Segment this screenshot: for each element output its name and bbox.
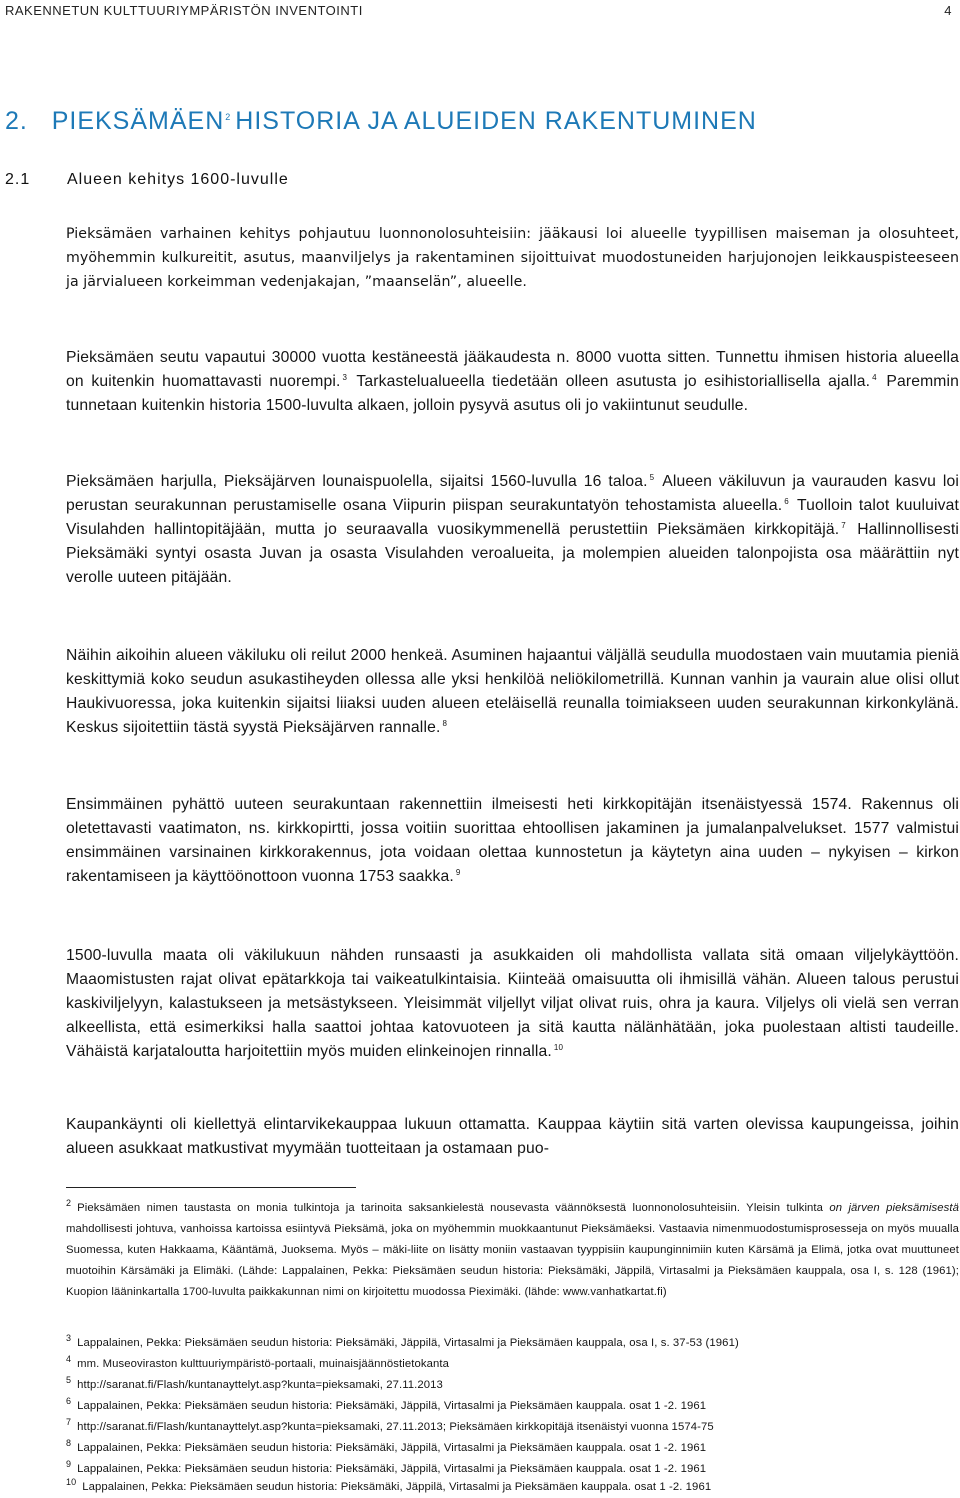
page-number: 4 (944, 3, 952, 18)
footnote-ref[interactable]: 3 (342, 372, 348, 382)
paragraph-text: Pieksämäen harjulla, Pieksäjärven lounaispuolella, sijaitsi 1560-luvulla 16 taloa. (66, 473, 648, 490)
footnote-link[interactable]: http://saranat.fi/Flash/kuntanayttelyt.asp?kunta=pieksamaki, 27.11.2013 (77, 1379, 443, 1391)
footnote-ref[interactable]: 9 (455, 867, 461, 877)
footnote-ref[interactable]: 6 (784, 496, 789, 506)
paragraph-text: Pieksämäen seutu vapautui 30000 vuotta kestäneestä jääkaudesta n. 8000 vuotta sitten. Tunnettu ihmisen historia alueella on kuitenkin huomattavasti nuorempi. (66, 349, 959, 390)
footnote-text: Lappalainen, Pekka: Pieksämäen seudun historia: Pieksämäki, Jäppilä, Virtasalmi ja Pieksämäen kauppala. osat 1 -2. 1961 (77, 1463, 707, 1475)
footnote-ref[interactable]: 10 (553, 1042, 564, 1052)
footnote-number: 2 (66, 1198, 72, 1209)
footnote-italic-text: on järven pieksämisestä (829, 1202, 959, 1214)
section-number: 2.1 (5, 171, 31, 188)
footnote-7 (66, 1417, 959, 1438)
section-heading (5, 171, 289, 189)
footnote-8 (66, 1438, 959, 1459)
chapter-title-rest: HISTORIA JA ALUEIDEN RAKENTUMINEN (235, 107, 757, 135)
footnote-number: 5 (66, 1375, 72, 1386)
paragraph-text: Paremmin tunnetaan kuitenkin historia 1500-luvulta alkaen, jolloin pysyvä asutus oli jo vakiintunut seudulle. (66, 373, 960, 414)
footnote-2 (66, 1198, 959, 1303)
footnote-number: 10 (66, 1477, 77, 1488)
footnote-number: 6 (66, 1396, 72, 1407)
paragraph (66, 944, 959, 1064)
footnote-number: 4 (66, 1354, 72, 1365)
running-title: RAKENNETUN KULTTUURIYMPÄRISTÖN INVENTOINTI (5, 3, 363, 18)
paragraph (66, 470, 959, 590)
footnote-text: Lappalainen, Pekka: Pieksämäen seudun historia: Pieksämäki, Jäppilä, Virtasalmi ja Pieksämäen kauppala, osa I, s. 37-53 (1961) (77, 1337, 739, 1349)
footnote-text: Lappalainen, Pekka: Pieksämäen seudun historia: Pieksämäki, Jäppilä, Virtasalmi ja Pieksämäen kauppala. osat 1 -2. 1961 (77, 1442, 707, 1454)
footnote-text: mahdollisesti johtuva, vanhoissa kartoissa esiintyvä Pieksämä, joka on myöhemmin muokkaantunut Pieksämäeksi. Vastaavia nimenmuodostumisprosesseja on myös muualla Suomessa, kuten Hakkaama, Kääntämä, Juoksema. Myös – mäki-liite on lisätty moniin vastaavan tyyppisiin kaupunginnimiin kuten Kärsämä ja Elimä, jotka ovat muuttuneet muotoihin Kärsämäki ja Elimäki. (Lähde: Lappalainen, Pekka: Pieksämäen seudun historia: Pieksämäki, Jäppilä, Virtasalmi ja Pieksämäen kauppala, osa I, s. 128 (1961); Kuopion lääninkartalla 1700-luvulta paikkakunnan nimi on kirjoitettu muodossa Pieximäki. (lähde: www.vanhatkartat.fi) (66, 1223, 959, 1298)
running-header (5, 3, 952, 25)
footnote-number: 8 (66, 1438, 72, 1449)
footnote-number: 9 (66, 1459, 72, 1470)
footnote-link[interactable]: http://saranat.fi/Flash/kuntanayttelyt.asp?kunta=pieksamaki, 27.11.2013; Pieksämäen kirkkopitäjä itsenäistyi vuonna 1574-75 (77, 1421, 714, 1433)
paragraph-text: Alueen väkiluvun ja vaurauden kasvu loi perustan seurakunnan perustamiselle osana Viipurin piispan seurakuntatyön tehostamista alueella. (66, 473, 959, 514)
footnote-number: 7 (66, 1417, 72, 1428)
paragraph-text: Näihin aikoihin alueen väkiluku oli reilut 2000 henkeä. Asuminen hajaantui väljällä seudulla muodostaen vain muutamia pieniä keskittymiä koko seudun asukastiheyden ollessa alle yksi henkilöä neliökilometrillä. Kunnan vanhin ja vaurain alue olisi ollut Haukivuoressa, joka kuitenkin sijaitsi liiaksi uuden alueen eteläisellä reunalla toimiakseen uuden seurakunnan kirkonkylänä. Keskus sijoitettiin tästä syystä Pieksäjärven rannalle. (66, 647, 959, 736)
paragraph-text: Hallinnollisesti Pieksämäki syntyi osasta Juvan ja osasta Visulahden veroalueita, ja molempien alueiden talonpojista osa määrättiin nyt verolle uuteen pitäjään. (66, 521, 959, 586)
footnote-ref[interactable]: 7 (841, 520, 846, 530)
paragraph: Pieksämäen varhainen kehitys pohjautuu luonnonolosuhteisiin: jääkausi loi alueelle tyypillisen maiseman ja olosuhteet, myöhemmin kulkureitit, asutus, maanviljelys ja rakentaminen sijoittuivat muodostuneiden harjujonojen leikkauspisteeseen ja järvialueen korkeimman vedenjakajan, ”maanselän”, alueelle. (66, 226, 959, 290)
paragraph-text: Tarkastelualueella tiedetään olleen asutusta jo esihistoriallisella ajalla. (356, 373, 871, 390)
paragraph-text: Tuolloin talot kuuluivat Visulahden hallintopitäjään, mutta jo seuraavalla vuosikymmenellä perustettiin Pieksämäen kirkkopitäjä. (66, 497, 959, 538)
paragraph-text: Ensimmäinen pyhättö uuteen seurakuntaan rakennettiin ilmeisesti heti kirkkopitäjän itsenäistyessä 1574. Rakennus oli oletettavasti vaatimaton, ns. kirkkopirtti, jossa voitiin suorittaa ehtoollisen jakaminen ja jumalanpalvelukset. 1577 valmistui ensimmäinen varsinainen kirkkorakennus, jota voidaan olettaa kunnostetun ja käytetyn aina uuden – nykyisen – kirkon rakentamiseen ja käyttöönottoon vuonna 1753 saakka. (66, 796, 959, 885)
paragraph (66, 793, 959, 889)
paragraph (66, 644, 959, 740)
section-title: Alueen kehitys 1600-luvulle (67, 171, 289, 188)
footnote-text: Lappalainen, Pekka: Pieksämäen seudun historia: Pieksämäki, Jäppilä, Virtasalmi ja Pieksämäen kauppala. osat 1 -2. 1961 (82, 1481, 712, 1493)
paragraph: Kaupankäynti oli kiellettyä elintarvikekauppaa lukuun ottamatta. Kauppaa käytiin sitä varten olevissa kaupungeissa, joihin alueen asukkaat matkustivat myymään tuotteitaan ja ostamaan puo- (66, 1116, 959, 1157)
footnote-separator (66, 1187, 356, 1188)
footnote-text: Lappalainen, Pekka: Pieksämäen seudun historia: Pieksämäki, Jäppilä, Virtasalmi ja Pieksämäen kauppala. osat 1 -2. 1961 (77, 1400, 707, 1412)
footnote-text: Pieksämäen nimen taustasta on monia tulkintoja ja tarinoita saksankielestä nousevasta väännöksestä luonnonolosuhteisiin. Yleisin tulkinta (77, 1202, 824, 1214)
footnote-6 (66, 1396, 959, 1417)
paragraph-text: 1500-luvulla maata oli väkilukuun nähden runsaasti ja asukkaiden oli mahdollista vallata sitä omaan viljelykäyttöön. Maaomistusten rajat olivat epätarkkoja tai vaikeatulkintaisia. Kiinteää omaisuutta oli ihmisillä vähän. Alueen talous perustui kaskiviljelyyn, kalastukseen ja metsästykseen. Yleisimmät viljellyt viljat olivat ruis, ohra ja kaura. Viljelys oli vielä sen verran alkeellista, että esimerkiksi halla saattoi johtaa katovuoteen ja sitä kautta nälänhätään, joka puolestaan altisti taudeille. Vähäistä karjataloutta harjoitettiin myös muiden elinkeinojen rinnalla. (66, 947, 959, 1060)
footnote-ref[interactable]: 8 (442, 718, 448, 728)
footnote-number: 3 (66, 1333, 72, 1344)
paragraph (66, 346, 959, 418)
chapter-heading (5, 107, 757, 136)
footnote-5 (66, 1375, 959, 1396)
footnote-ref[interactable]: 4 (872, 372, 877, 382)
footnote-ref[interactable]: 2 (225, 111, 232, 122)
chapter-title: PIEKSÄMÄEN (51, 107, 225, 135)
footnote-ref[interactable]: 5 (649, 472, 655, 482)
footnote-3 (66, 1333, 959, 1354)
footnote-4 (66, 1354, 959, 1375)
footnote-text: mm. Museoviraston kulttuuriympäristö-portaali, muinaisjäännöstietokanta (77, 1358, 450, 1370)
chapter-number: 2. (5, 107, 28, 135)
